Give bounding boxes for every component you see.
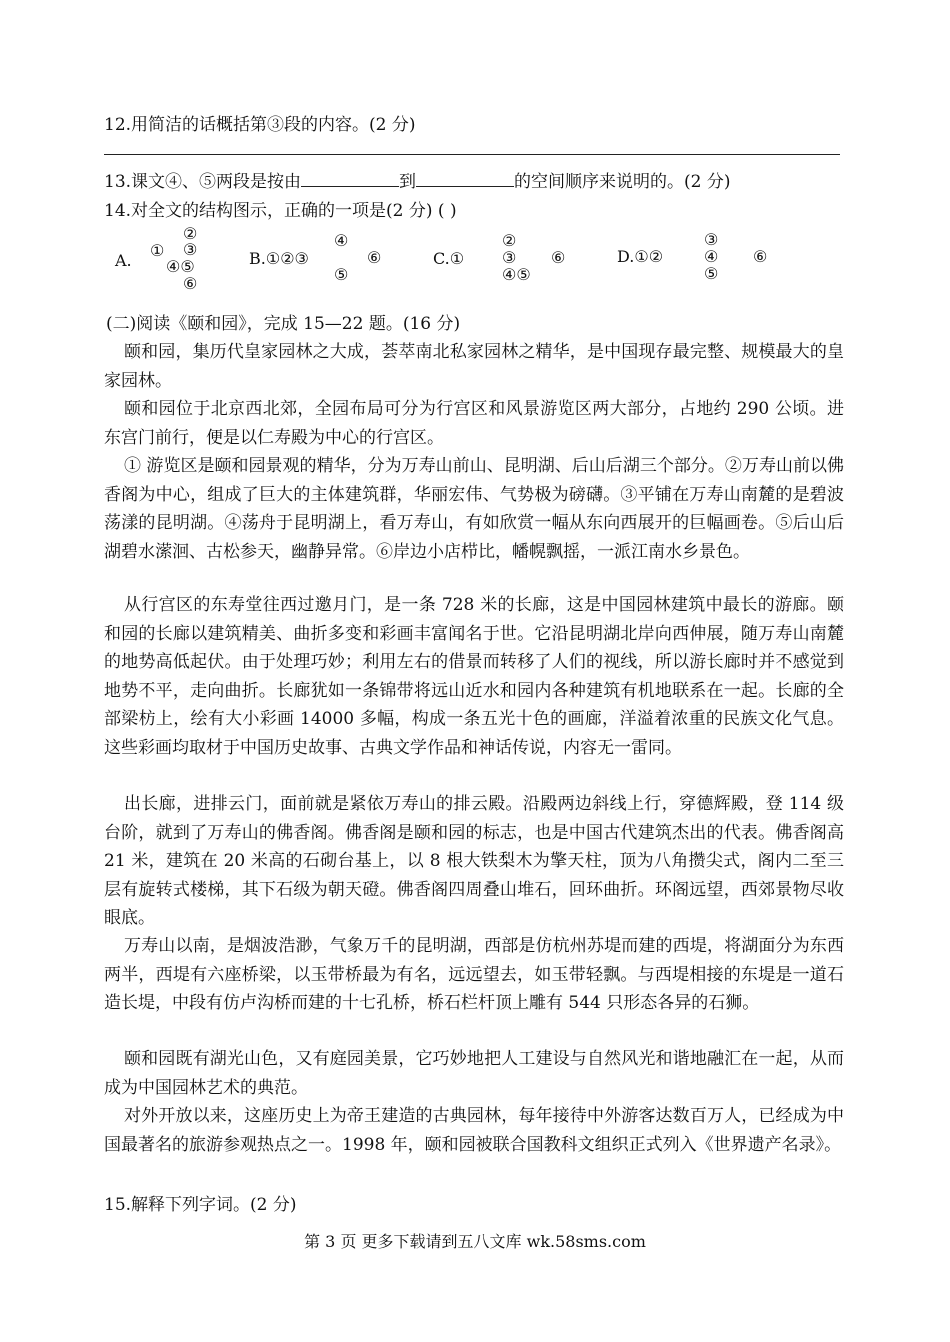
- option-a-n5: ⑥: [183, 274, 198, 293]
- option-d-n2: ④: [704, 247, 719, 266]
- paragraph-2: 颐和园位于北京西北郊，全园布局可分为行宫区和风景游览区两大部分，占地约 290 公顷。进东宫门前行，便是以仁寿殿为中心的行宫区。: [104, 399, 844, 448]
- option-b-n1: ④: [334, 231, 349, 250]
- option-a-n1: ①: [150, 241, 165, 260]
- option-c-n3: ④⑤: [502, 265, 531, 284]
- option-a-n3: ③: [183, 240, 198, 259]
- question-15: 15.解释下列字词。(2 分): [104, 1195, 297, 1215]
- paragraph-3: ① 游览区是颐和园景观的精华，分为万寿山前山、昆明湖、后山后湖三个部分。②万寿山前以佛香阁为中心，组成了巨大的主体建筑群，华丽宏伟、气势极为磅礴。③平铺在万寿山南麓的是碧波荡漾的昆明湖。④荡舟于昆明湖上，看万寿山，有如欣赏一幅从东向西展开的巨幅画卷。⑤后山后湖碧水潆洄、古松参天，幽静异常。⑥岸边小店栉比，幡幌飘摇，一派江南水乡景色。: [104, 456, 844, 562]
- blank-1: [301, 170, 399, 187]
- answer-line: [104, 154, 840, 155]
- paragraph-8: 对外开放以来，这座历史上为帝王建造的古典园林，每年接待中外游客达数百万人，已经成为中国最著名的旅游参观热点之一。1998 年，颐和园被联合国教科文组织正式列入《世界遗产名录》。: [104, 1106, 844, 1155]
- question-13-prefix: 13.课文④、⑤两段是按由: [104, 172, 302, 192]
- option-c-n2: ③: [502, 248, 517, 267]
- paragraph-6: 万寿山以南，是烟波浩渺，气象万千的昆明湖，西部是仿杭州苏堤而建的西堤，将湖面分为东西两半，西堤有六座桥梁，以玉带桥最为有名，远远望去，如玉带轻飘。与西堤相接的东堤是一道石造长堤，中段有仿卢沟桥而建的十七孔桥，桥石栏杆顶上雕有 544 只形态各异的石狮。: [104, 936, 844, 1014]
- paragraph-4: 从行宫区的东寿堂往西过邀月门，是一条 728 米的长廊，这是中国园林建筑中最长的游廊。颐和园的长廊以建筑精美、曲折多变和彩画丰富闻名于世。它沿昆明湖北岸向西伸展，随万寿山南麓的地势高低起伏。由于处理巧妙；利用左右的借景而转移了人们的视线，所以游长廊时并不感觉到地势不平，走向曲折。长廊犹如一条锦带将远山近水和园内各种建筑有机地联系在一起。长廊的全部梁枋上，绘有大小彩画 14000 多幅，构成一条五光十色的画廊，洋溢着浓重的民族文化气息。这些彩画均取材于中国历史故事、古典文学作品和神话传说，内容无一雷同。: [104, 595, 844, 758]
- option-c-label: C.①: [433, 249, 465, 268]
- section-2-title: (二)阅读《颐和园》，完成 15—22 题。(16 分): [106, 314, 461, 334]
- question-13-suffix: 的空间顺序来说明的。(2 分): [514, 172, 731, 192]
- option-b-label: B.①②③: [249, 249, 309, 268]
- question-14: 14.对全文的结构图示，正确的一项是(2 分) ( ): [104, 201, 457, 221]
- option-c-n4: ⑥: [551, 248, 566, 267]
- paragraph-5: 出长廊，进排云门，面前就是紧依万寿山的排云殿。沿殿两边斜线上行，穿德辉殿，登 114 级台阶，就到了万寿山的佛香阁。佛香阁是颐和园的标志，也是中国古代建筑杰出的代表。佛香阁高 21 米，建筑在 20 米高的石砌台基上，以 8 根大铁梨木为擎天柱，顶为八角攒尖式，阁内二至三层有旋转式楼梯，其下石级为朝天磴。佛香阁四周叠山堆石，回环曲折。环阁远望，西郊景物尽收眼底。: [104, 794, 844, 929]
- option-b-n3: ⑥: [367, 248, 382, 267]
- paragraph-7: 颐和园既有湖光山色，又有庭园美景，它巧妙地把人工建设与自然风光和谐地融汇在一起，从而成为中国园林艺术的典范。: [104, 1049, 844, 1098]
- option-d-n3: ⑤: [704, 264, 719, 283]
- page-footer: 第 3 页 更多下载请到五八文库 wk.58sms.com: [304, 1232, 646, 1251]
- option-d-n4: ⑥: [753, 247, 768, 266]
- option-d-n1: ③: [704, 230, 719, 249]
- paragraph-1: 颐和园，集历代皇家园林之大成，荟萃南北私家园林之精华，是中国现存最完整、规模最大的皇家园林。: [104, 342, 844, 391]
- option-a-label: A.: [115, 251, 132, 270]
- option-a-n4: ④⑤: [166, 257, 195, 276]
- option-b-n2: ⑤: [334, 265, 349, 284]
- option-a-n2: ②: [183, 224, 198, 243]
- question-13-mid: 到: [399, 172, 417, 192]
- question-12: 12.用简洁的话概括第③段的内容。(2 分): [104, 115, 416, 135]
- question-13: [104, 170, 731, 193]
- option-d-label: D.①②: [617, 247, 664, 266]
- option-c-n1: ②: [502, 231, 517, 250]
- blank-2: [416, 170, 514, 187]
